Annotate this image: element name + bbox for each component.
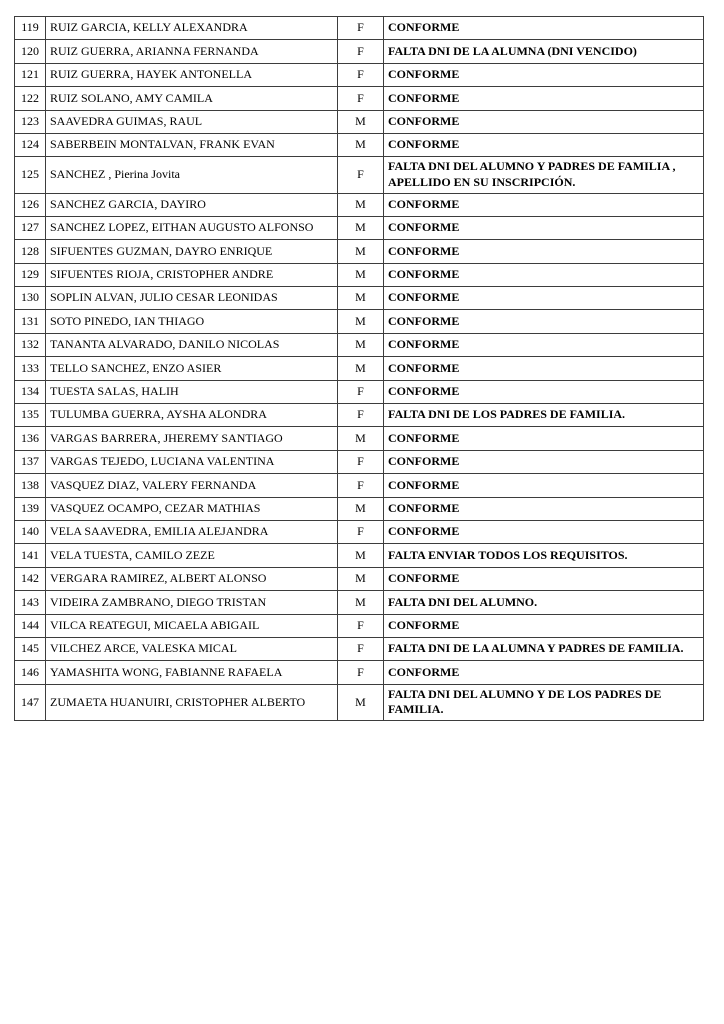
row-number-cell: 135 xyxy=(15,404,46,427)
row-number-cell: 143 xyxy=(15,591,46,614)
status-cell: CONFORME xyxy=(384,661,704,684)
status-cell: CONFORME xyxy=(384,497,704,520)
row-number-cell: 144 xyxy=(15,614,46,637)
table-row xyxy=(15,157,704,193)
row-number-cell: 147 xyxy=(15,684,46,720)
row-number-cell: 133 xyxy=(15,357,46,380)
row-number-cell: 124 xyxy=(15,133,46,156)
table-row xyxy=(15,240,704,263)
student-name-cell: TANANTA ALVARADO, DANILO NICOLAS xyxy=(46,333,338,356)
student-name-cell: VASQUEZ OCAMPO, CEZAR MATHIAS xyxy=(46,497,338,520)
student-name-cell: SANCHEZ LOPEZ, EITHAN AUGUSTO ALFONSO xyxy=(46,216,338,239)
student-name-cell: TUESTA SALAS, HALIH xyxy=(46,380,338,403)
row-number-cell: 122 xyxy=(15,87,46,110)
table-row xyxy=(15,63,704,86)
status-cell: FALTA DNI DEL ALUMNO Y PADRES DE FAMILIA , APELLIDO EN SU INSCRIPCIÓN. xyxy=(384,157,704,193)
table-row xyxy=(15,661,704,684)
student-name-cell: ZUMAETA HUANUIRI, CRISTOPHER ALBERTO xyxy=(46,684,338,720)
gender-cell: M xyxy=(338,591,384,614)
status-cell: CONFORME xyxy=(384,263,704,286)
gender-cell: M xyxy=(338,263,384,286)
student-name-cell: SIFUENTES RIOJA, CRISTOPHER ANDRE xyxy=(46,263,338,286)
row-number-cell: 128 xyxy=(15,240,46,263)
row-number-cell: 123 xyxy=(15,110,46,133)
table-row xyxy=(15,591,704,614)
table-row xyxy=(15,380,704,403)
status-cell: CONFORME xyxy=(384,427,704,450)
row-number-cell: 126 xyxy=(15,193,46,216)
table-row xyxy=(15,450,704,473)
status-cell: CONFORME xyxy=(384,17,704,40)
row-number-cell: 145 xyxy=(15,637,46,660)
row-number-cell: 141 xyxy=(15,544,46,567)
table-row xyxy=(15,310,704,333)
table-row xyxy=(15,497,704,520)
status-cell: CONFORME xyxy=(384,240,704,263)
table-row xyxy=(15,427,704,450)
gender-cell: M xyxy=(338,357,384,380)
table-row xyxy=(15,110,704,133)
gender-cell: M xyxy=(338,497,384,520)
status-cell: CONFORME xyxy=(384,110,704,133)
table-row xyxy=(15,216,704,239)
gender-cell: F xyxy=(338,17,384,40)
student-name-cell: RUIZ GUERRA, HAYEK ANTONELLA xyxy=(46,63,338,86)
student-name-cell: SAAVEDRA GUIMAS, RAUL xyxy=(46,110,338,133)
status-cell: FALTA DNI DEL ALUMNO Y DE LOS PADRES DE FAMILIA. xyxy=(384,684,704,720)
status-cell: FALTA DNI DE LOS PADRES DE FAMILIA. xyxy=(384,404,704,427)
student-name-cell: RUIZ GUERRA, ARIANNA FERNANDA xyxy=(46,40,338,63)
status-cell: CONFORME xyxy=(384,87,704,110)
student-name-cell: RUIZ SOLANO, AMY CAMILA xyxy=(46,87,338,110)
student-name-cell: SANCHEZ , Pierina Jovita xyxy=(46,157,338,193)
student-name-cell: VERGARA RAMIREZ, ALBERT ALONSO xyxy=(46,567,338,590)
student-name-cell: VASQUEZ DIAZ, VALERY FERNANDA xyxy=(46,474,338,497)
row-number-cell: 125 xyxy=(15,157,46,193)
student-name-cell: SABERBEIN MONTALVAN, FRANK EVAN xyxy=(46,133,338,156)
status-cell: CONFORME xyxy=(384,474,704,497)
table-row xyxy=(15,474,704,497)
table-row xyxy=(15,521,704,544)
student-name-cell: VILCHEZ ARCE, VALESKA MICAL xyxy=(46,637,338,660)
table-row xyxy=(15,133,704,156)
student-name-cell: RUIZ GARCIA, KELLY ALEXANDRA xyxy=(46,17,338,40)
gender-cell: M xyxy=(338,287,384,310)
student-name-cell: SOPLIN ALVAN, JULIO CESAR LEONIDAS xyxy=(46,287,338,310)
gender-cell: F xyxy=(338,40,384,63)
status-cell: FALTA DNI DEL ALUMNO. xyxy=(384,591,704,614)
row-number-cell: 140 xyxy=(15,521,46,544)
student-name-cell: VARGAS BARRERA, JHEREMY SANTIAGO xyxy=(46,427,338,450)
gender-cell: M xyxy=(338,240,384,263)
status-cell: CONFORME xyxy=(384,380,704,403)
gender-cell: F xyxy=(338,614,384,637)
table-row xyxy=(15,40,704,63)
gender-cell: M xyxy=(338,310,384,333)
gender-cell: M xyxy=(338,333,384,356)
status-cell: CONFORME xyxy=(384,193,704,216)
row-number-cell: 142 xyxy=(15,567,46,590)
row-number-cell: 121 xyxy=(15,63,46,86)
table-row xyxy=(15,263,704,286)
gender-cell: F xyxy=(338,637,384,660)
student-name-cell: SOTO PINEDO, IAN THIAGO xyxy=(46,310,338,333)
gender-cell: F xyxy=(338,87,384,110)
gender-cell: F xyxy=(338,380,384,403)
status-cell: CONFORME xyxy=(384,333,704,356)
gender-cell: M xyxy=(338,684,384,720)
gender-cell: M xyxy=(338,544,384,567)
gender-cell: M xyxy=(338,133,384,156)
table-row xyxy=(15,614,704,637)
row-number-cell: 120 xyxy=(15,40,46,63)
table-row xyxy=(15,17,704,40)
status-cell: CONFORME xyxy=(384,357,704,380)
gender-cell: F xyxy=(338,157,384,193)
status-cell: CONFORME xyxy=(384,133,704,156)
gender-cell: M xyxy=(338,110,384,133)
status-cell: CONFORME xyxy=(384,63,704,86)
student-name-cell: TULUMBA GUERRA, AYSHA ALONDRA xyxy=(46,404,338,427)
table-row xyxy=(15,684,704,720)
table-row xyxy=(15,87,704,110)
table-row xyxy=(15,544,704,567)
status-cell: CONFORME xyxy=(384,521,704,544)
row-number-cell: 127 xyxy=(15,216,46,239)
student-name-cell: VIDEIRA ZAMBRANO, DIEGO TRISTAN xyxy=(46,591,338,614)
status-cell: CONFORME xyxy=(384,310,704,333)
gender-cell: M xyxy=(338,567,384,590)
status-cell: CONFORME xyxy=(384,216,704,239)
gender-cell: F xyxy=(338,521,384,544)
row-number-cell: 132 xyxy=(15,333,46,356)
gender-cell: F xyxy=(338,63,384,86)
status-cell: CONFORME xyxy=(384,450,704,473)
student-name-cell: SANCHEZ GARCIA, DAYIRO xyxy=(46,193,338,216)
row-number-cell: 131 xyxy=(15,310,46,333)
status-cell: FALTA ENVIAR TODOS LOS REQUISITOS. xyxy=(384,544,704,567)
gender-cell: F xyxy=(338,404,384,427)
status-cell: FALTA DNI DE LA ALUMNA Y PADRES DE FAMILIA. xyxy=(384,637,704,660)
gender-cell: M xyxy=(338,427,384,450)
table-row xyxy=(15,637,704,660)
gender-cell: M xyxy=(338,216,384,239)
status-cell: FALTA DNI DE LA ALUMNA (DNI VENCIDO) xyxy=(384,40,704,63)
row-number-cell: 136 xyxy=(15,427,46,450)
student-name-cell: VELA SAAVEDRA, EMILIA ALEJANDRA xyxy=(46,521,338,544)
status-cell: CONFORME xyxy=(384,614,704,637)
table-row xyxy=(15,404,704,427)
table-row xyxy=(15,333,704,356)
student-name-cell: VELA TUESTA, CAMILO ZEZE xyxy=(46,544,338,567)
row-number-cell: 146 xyxy=(15,661,46,684)
table-row xyxy=(15,567,704,590)
table-row xyxy=(15,287,704,310)
row-number-cell: 139 xyxy=(15,497,46,520)
gender-cell: F xyxy=(338,474,384,497)
gender-cell: F xyxy=(338,661,384,684)
row-number-cell: 119 xyxy=(15,17,46,40)
student-name-cell: YAMASHITA WONG, FABIANNE RAFAELA xyxy=(46,661,338,684)
student-name-cell: VILCA REATEGUI, MICAELA ABIGAIL xyxy=(46,614,338,637)
student-name-cell: VARGAS TEJEDO, LUCIANA VALENTINA xyxy=(46,450,338,473)
table-row xyxy=(15,357,704,380)
row-number-cell: 137 xyxy=(15,450,46,473)
student-status-table-body xyxy=(15,17,704,721)
status-cell: CONFORME xyxy=(384,567,704,590)
gender-cell: F xyxy=(338,450,384,473)
status-cell: CONFORME xyxy=(384,287,704,310)
row-number-cell: 129 xyxy=(15,263,46,286)
row-number-cell: 134 xyxy=(15,380,46,403)
table-row xyxy=(15,193,704,216)
gender-cell: M xyxy=(338,193,384,216)
row-number-cell: 130 xyxy=(15,287,46,310)
row-number-cell: 138 xyxy=(15,474,46,497)
student-name-cell: TELLO SANCHEZ, ENZO ASIER xyxy=(46,357,338,380)
student-name-cell: SIFUENTES GUZMAN, DAYRO ENRIQUE xyxy=(46,240,338,263)
student-status-table xyxy=(14,16,704,721)
